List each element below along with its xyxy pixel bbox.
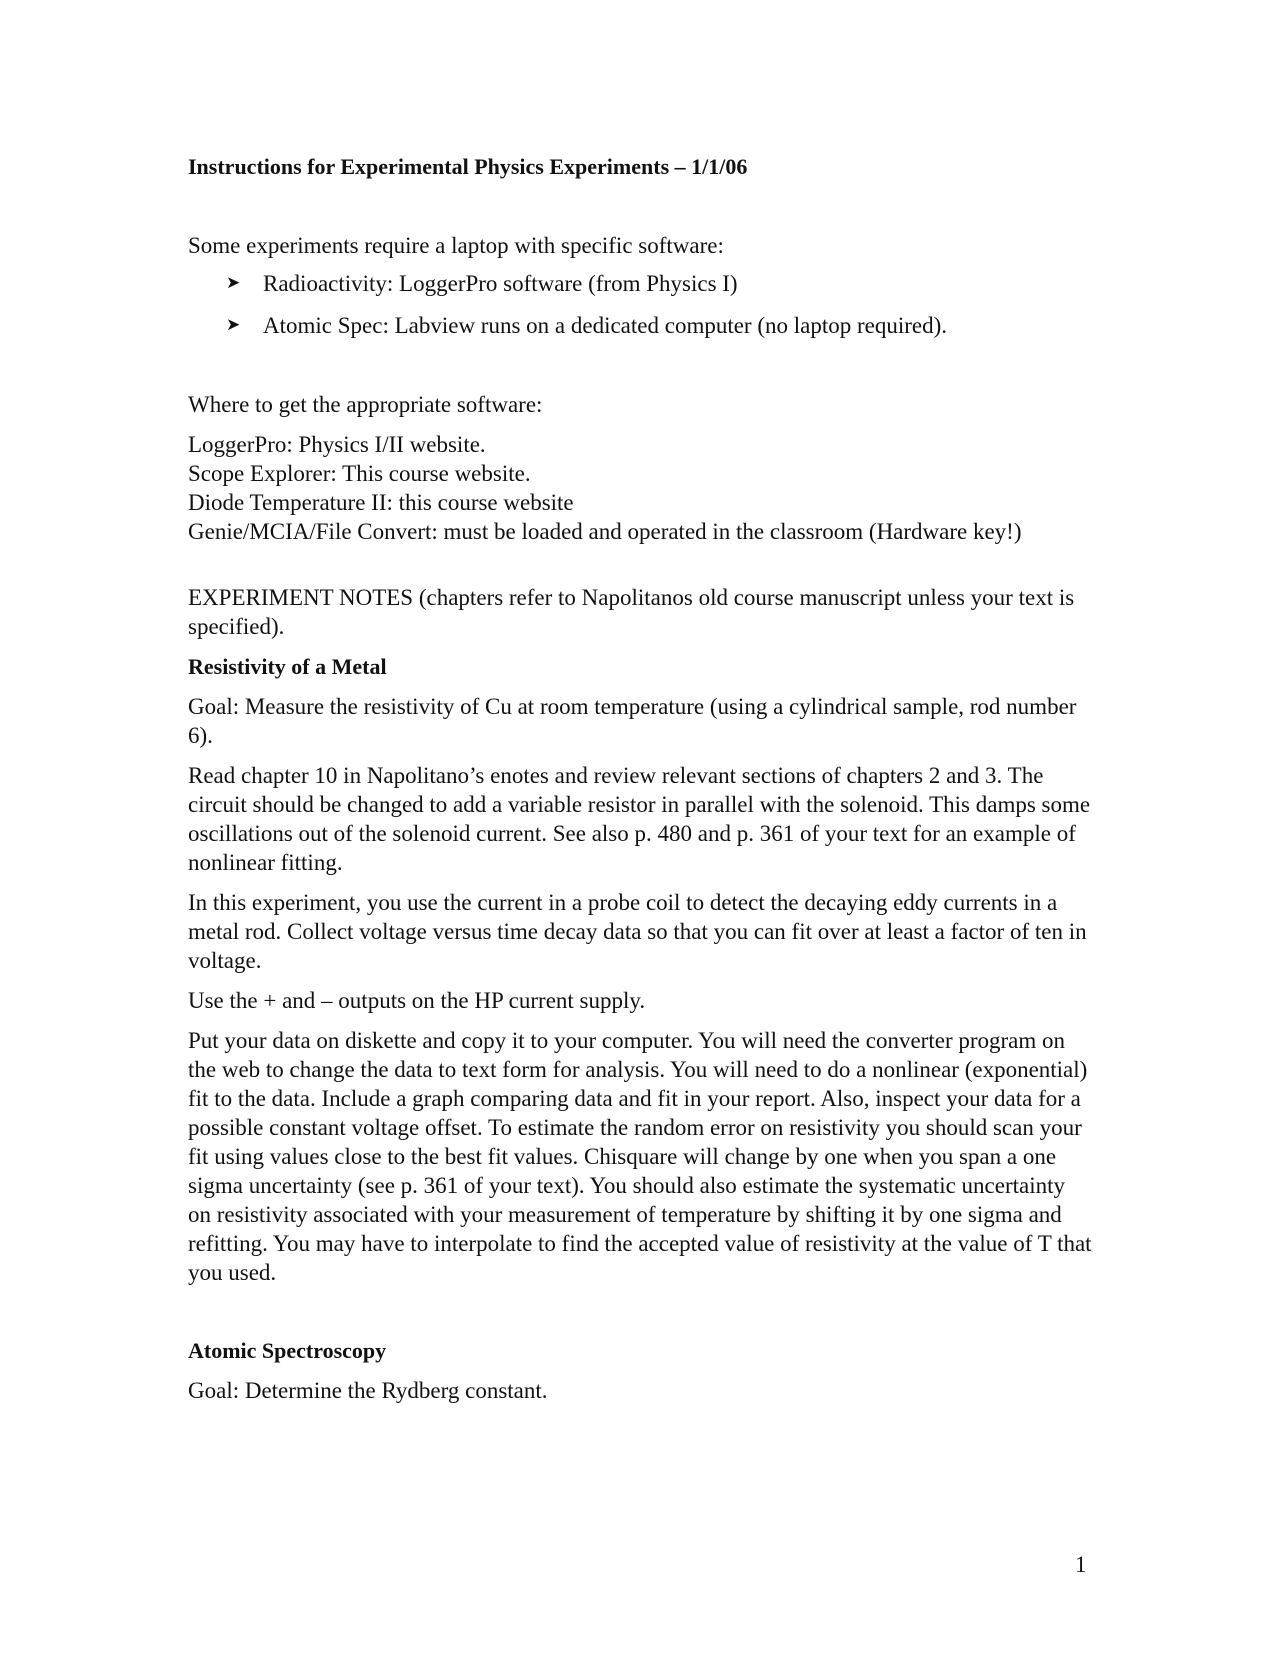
resistivity-paragraph: Read chapter 10 in Napolitano’s enotes and review relevant sections of chapters 2 and 3. The circuit should be changed to add a variable resistor in parallel with the solenoid. This damps some oscillations out of the solenoid current. See also p. 480 and p. 361 of your text for an example of nonlinear fitting. — [188, 763, 1091, 875]
arrowhead-bullet-icon: ➤ — [226, 315, 241, 335]
resistivity-paragraph: Use the + and – outputs on the HP current supply. — [188, 988, 646, 1013]
software-line: Scope Explorer: This course website. — [188, 461, 531, 486]
list-item — [188, 269, 1093, 311]
section-heading-atomic: Atomic Spectroscopy — [188, 1338, 387, 1363]
list-item-text: Atomic Spec: Labview runs on a dedicated computer (no laptop required). — [263, 313, 948, 338]
section-heading-resistivity: Resistivity of a Metal — [188, 654, 387, 679]
page-number: 1 — [1075, 1552, 1087, 1577]
laptop-intro: Some experiments require a laptop with specific software: — [188, 233, 724, 258]
document-page — [188, 152, 1093, 1405]
resistivity-paragraph: In this experiment, you use the current in a probe coil to detect the decaying eddy currents in a metal rod. Collect voltage versus time decay data so that you can fit over at least a factor of ten in voltage. — [188, 890, 1087, 973]
resistivity-goal: Goal: Measure the resistivity of Cu at room temperature (using a cylindrical sample, rod number 6). — [188, 694, 1077, 748]
list-item — [188, 311, 1093, 353]
list-item-text: Radioactivity: LoggerPro software (from Physics I) — [263, 271, 738, 296]
document-title: Instructions for Experimental Physics Experiments – 1/1/06 — [188, 154, 748, 179]
software-heading: Where to get the appropriate software: — [188, 392, 543, 417]
experiment-notes: EXPERIMENT NOTES (chapters refer to Napolitanos old course manuscript unless your text is specified). — [188, 585, 1075, 639]
software-line: LoggerPro: Physics I/II website. — [188, 432, 486, 457]
software-line: Diode Temperature II: this course website — [188, 490, 574, 515]
arrowhead-bullet-icon: ➤ — [226, 273, 241, 293]
laptop-software-list — [188, 269, 1093, 353]
software-sources — [188, 430, 1093, 546]
atomic-goal: Goal: Determine the Rydberg constant. — [188, 1378, 548, 1403]
software-line: Genie/MCIA/File Convert: must be loaded and operated in the classroom (Hardware key!) — [188, 519, 1022, 544]
resistivity-paragraph: Put your data on diskette and copy it to your computer. You will need the converter program on the web to change the data to text form for analysis. You will need to do a nonlinear (exponential) fit to the data. Include a graph comparing data and fit in your report. Also, inspect your data for a possible constant voltage offset. To estimate the random error on resistivity you should scan your fit using values close to the best fit values. Chisquare will change by one when you span a one sigma uncertainty (see p. 361 of your text). You should also estimate the systematic uncertainty on resistivity associated with your measurement of temperature by shifting it by one sigma and refitting. You may have to interpolate to find the accepted value of resistivity at the value of T that you used. — [188, 1028, 1092, 1285]
